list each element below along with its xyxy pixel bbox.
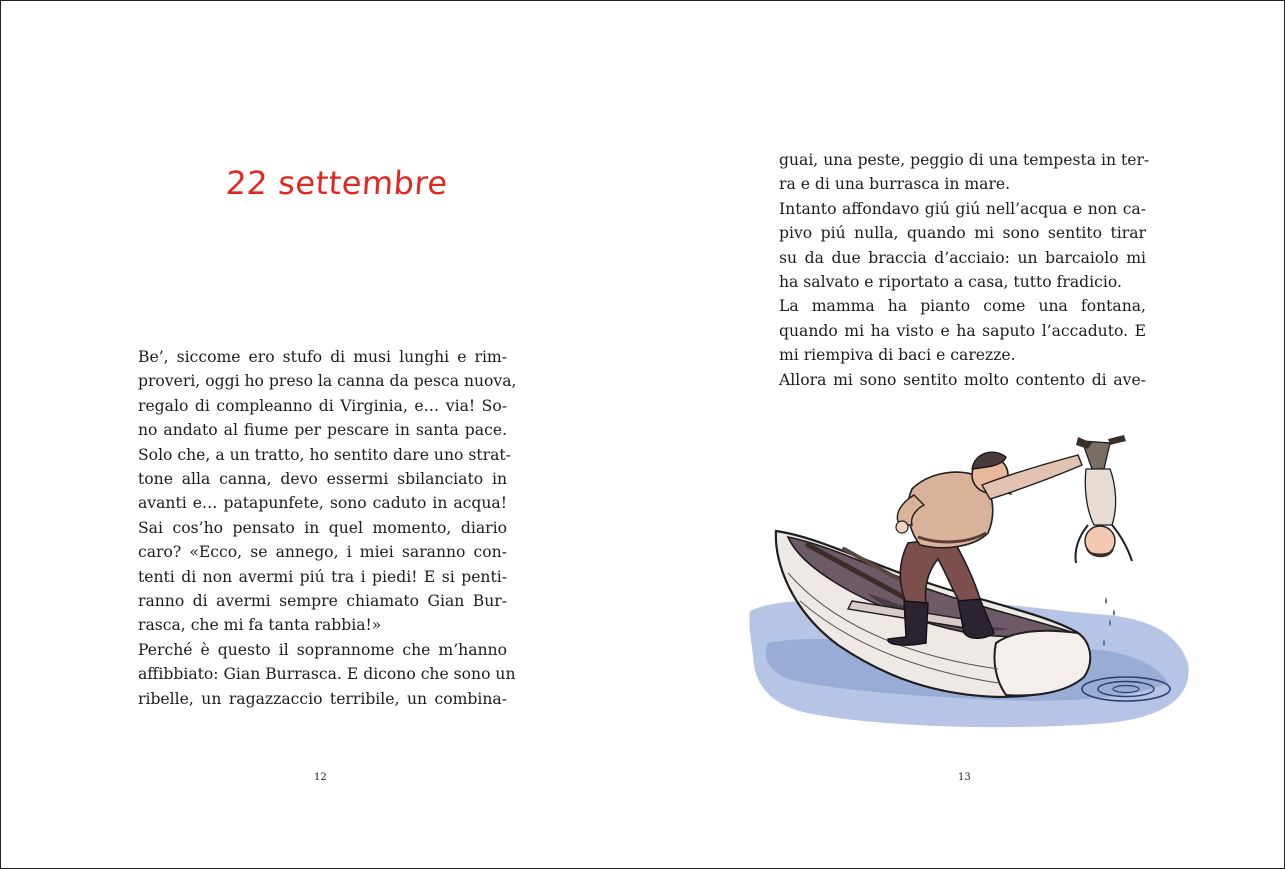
diary-date-heading: 22 settembre: [224, 164, 449, 202]
text-line: affibbiato: Gian Burrasca. E dicono che sono un: [138, 665, 516, 684]
right-page-text: [779, 148, 1150, 392]
text-line: ribelle, un ragazzaccio terribile, un combina-: [138, 689, 507, 708]
right-page: [642, 1, 1284, 868]
page-number-right: 13: [958, 772, 971, 783]
text-line: ranno di avermi sempre chiamato Gian Bur-: [138, 592, 507, 611]
water-drop: [1105, 597, 1107, 604]
text-line: Sai cos’ho pensato in quel momento, diario: [138, 518, 507, 537]
text-line: tone alla canna, devo essermi sbilanciato in: [138, 470, 507, 489]
text-line: regalo di compleanno di Virginia, e… via! So-: [138, 396, 507, 415]
text-line: guai, una peste, peggio di una tempesta in ter-: [779, 151, 1150, 169]
text-line: proveri, oggi ho preso la canna da pesca nuova,: [138, 372, 517, 391]
text-line: ha salvato e riportato a casa, tutto fradicio.: [779, 273, 1122, 292]
text-line: tenti di non avermi piú tra i piedi! E si penti-: [138, 567, 507, 586]
water-drop: [1113, 609, 1115, 616]
text-line: mi riempiva di baci e carezze.: [779, 346, 1016, 365]
boatman-illustration: [748, 433, 1218, 733]
text-line: su da due braccia d’acciaio: un barcaiolo mi: [779, 248, 1146, 267]
left-page: [1, 1, 642, 868]
text-line: ra e di una burrasca in mare.: [779, 175, 1011, 194]
text-line: no andato al fiume per pescare in santa pace.: [138, 421, 507, 440]
text-line: caro? «Ecco, se annego, i miei saranno con-: [138, 543, 507, 562]
text-line: rasca, che mi fa tanta rabbia!»: [138, 616, 382, 635]
text-line: Be’, siccome ero stufo di musi lunghi e rim-: [138, 348, 507, 366]
text-line: Perché è questo il soprannome che m’hanno: [138, 640, 507, 659]
text-line: avanti e… patapunfete, sono caduto in acqua!: [138, 494, 507, 513]
text-line: Solo che, a un tratto, ho sentito dare uno strat-: [138, 445, 511, 464]
text-line: pivo piú nulla, quando mi sono sentito tirar: [779, 224, 1146, 243]
left-page-text: [138, 345, 517, 711]
text-line: La mamma ha pianto come una fontana,: [779, 297, 1146, 316]
boatman-hand: [896, 521, 908, 533]
page-number-left: 12: [314, 772, 327, 783]
text-line: Intanto affondavo giú giú nell’acqua e non ca-: [779, 199, 1146, 218]
boy-shirt: [1085, 469, 1115, 525]
text-line: Allora mi sono sentito molto contento di ave-: [779, 370, 1146, 389]
text-line: quando mi ha visto e ha saputo l’accaduto. E: [779, 321, 1146, 340]
boy-shoe: [1108, 435, 1126, 445]
